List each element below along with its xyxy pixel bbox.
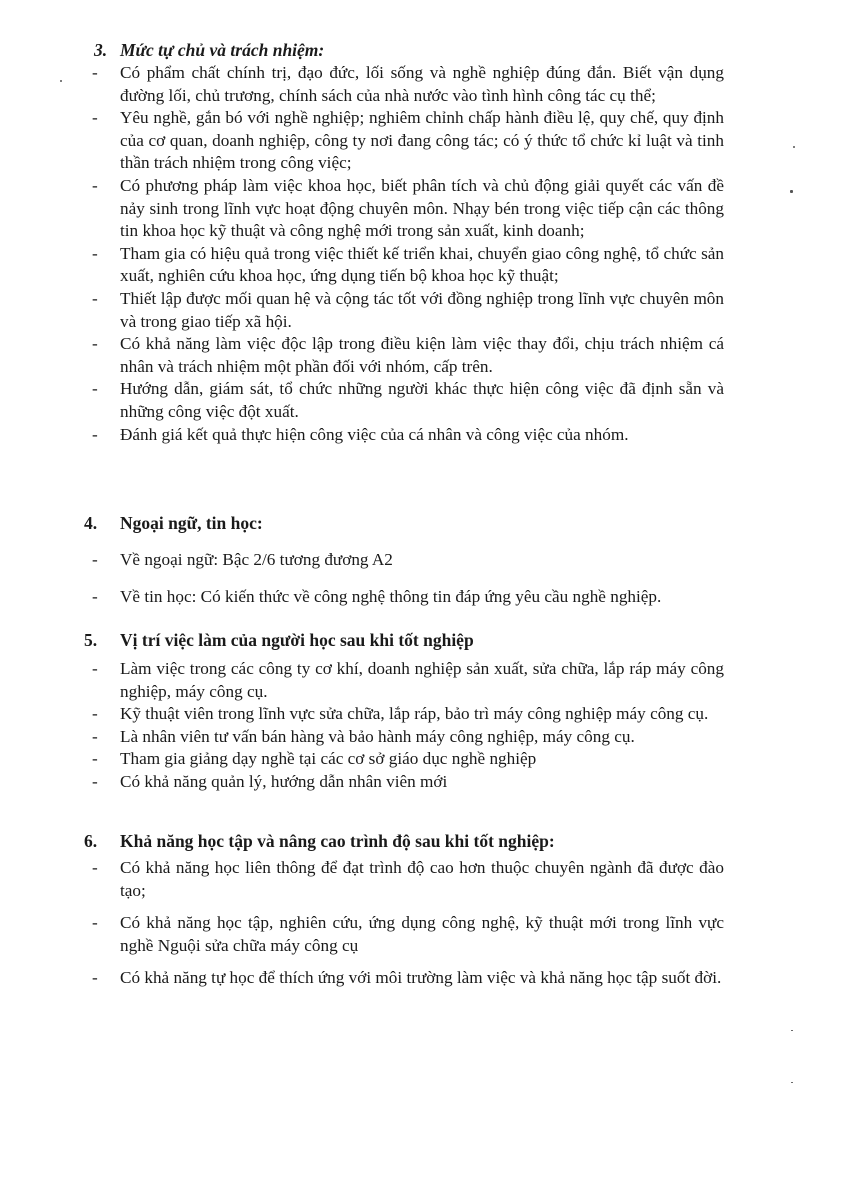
section-number: 3.: [94, 40, 108, 60]
section-title: Ngoại ngữ, tin học:: [120, 513, 263, 533]
list-item: - Có khả năng quản lý, hướng dẫn nhân viên mới: [92, 771, 448, 791]
list-item: - Có khả năng học liên thông để đạt trình độ cao hơn thuộc chuyên ngành đã được đào tạo;: [92, 858, 724, 900]
section-number: 5.: [84, 630, 98, 650]
scan-speck: [793, 146, 795, 148]
section-heading: [84, 628, 724, 652]
section-number: 4.: [84, 513, 98, 533]
list-item: - Đánh giá kết quả thực hiện công việc của cá nhân và công việc của nhóm.: [92, 424, 629, 444]
list-item: - Kỹ thuật viên trong lĩnh vực sửa chữa, lắp ráp, bảo trì máy công nghiệp máy công cụ.: [92, 704, 709, 724]
list-item: - Tham gia có hiệu quả trong việc thiết kế triển khai, chuyển giao công nghệ, tổ chức sản xuất, nghiên cứu khoa học, ứng dụng tiến bộ khoa học kỹ thuật;: [92, 243, 724, 286]
scan-speck: [791, 1030, 793, 1031]
list-item: - Tham gia giảng dạy nghề tại các cơ sở giáo dục nghề nghiệp: [92, 749, 537, 769]
list-item: - Yêu nghề, gắn bó với nghề nghiệp; nghiêm chỉnh chấp hành điều lệ, quy chế, quy định của cơ quan, doanh nghiệp, công ty nơi đang công tác; có ý thức tổ chức kỉ luật và tinh thần trách nhiệm trong công việc;: [92, 108, 724, 173]
list-item: - Là nhân viên tư vấn bán hàng và bảo hành máy công nghiệp, máy công cụ.: [92, 726, 635, 746]
section-title: Mức tự chủ và trách nhiệm:: [120, 40, 325, 60]
list-item: - Làm việc trong các công ty cơ khí, doanh nghiệp sản xuất, sửa chữa, lắp ráp máy công nghiệp, máy công cụ.: [92, 659, 724, 701]
list-item: - Thiết lập được mối quan hệ và cộng tác tốt với đồng nghiệp trong lĩnh vực chuyên môn và trong giao tiếp xã hội.: [92, 288, 724, 331]
scan-speck: [790, 190, 793, 193]
section-further-study: [84, 829, 724, 990]
list-item: - Có khả năng tự học để thích ứng với môi trường làm việc và khả năng học tập suốt đời.: [92, 968, 722, 988]
bullet-list: [84, 62, 724, 446]
bullet-list: [84, 549, 724, 608]
section-autonomy-responsibility: [84, 38, 724, 446]
list-item: - Có phương pháp làm việc khoa học, biết phân tích và chủ động giải quyết các vấn đề nảy sinh trong lĩnh vực hoạt động chuyên môn. Nhạy bén trong việc tiếp cận các thông tin khoa học kỹ thuật và công nghệ mới trong sản xuất, kinh doanh;: [92, 175, 724, 241]
list-item: - Về ngoại ngữ: Bậc 2/6 tương đương A2: [92, 550, 393, 569]
section-job-positions: [84, 628, 724, 794]
bullet-list: [84, 857, 724, 990]
list-item: - Về tin học: Có kiến thức về công nghệ thông tin đáp ứng yêu cầu nghề nghiệp.: [92, 586, 662, 606]
section-title: Vị trí việc làm của người học sau khi tốt nghiệp: [120, 630, 474, 650]
scan-speck: [791, 1082, 793, 1083]
list-item: - Hướng dẫn, giám sát, tổ chức những người khác thực hiện công việc đã định sẵn và những công việc đột xuất.: [92, 379, 724, 421]
section-language-it: [84, 511, 724, 608]
section-heading: [84, 829, 724, 853]
bullet-list: [84, 658, 724, 794]
section-heading: [84, 38, 724, 62]
scan-speck: [60, 80, 62, 82]
list-item: - Có phẩm chất chính trị, đạo đức, lối sống và nghề nghiệp đúng đắn. Biết vận dụng đường lối, chủ trương, chính sách của nhà nước vào tình hình công tác cụ thể;: [92, 63, 724, 105]
list-item: - Có khả năng làm việc độc lập trong điều kiện làm việc thay đổi, chịu trách nhiệm cá nhân và trách nhiệm một phần đối với nhóm, cấp trên.: [92, 334, 724, 376]
list-item: - Có khả năng học tập, nghiên cứu, ứng dụng công nghệ, kỹ thuật mới trong lĩnh vực nghề Nguội sửa chữa máy công cụ: [92, 913, 724, 955]
section-heading: [84, 511, 724, 535]
section-title: Khả năng học tập và nâng cao trình độ sau khi tốt nghiệp:: [120, 831, 555, 851]
section-number: 6.: [84, 831, 98, 851]
